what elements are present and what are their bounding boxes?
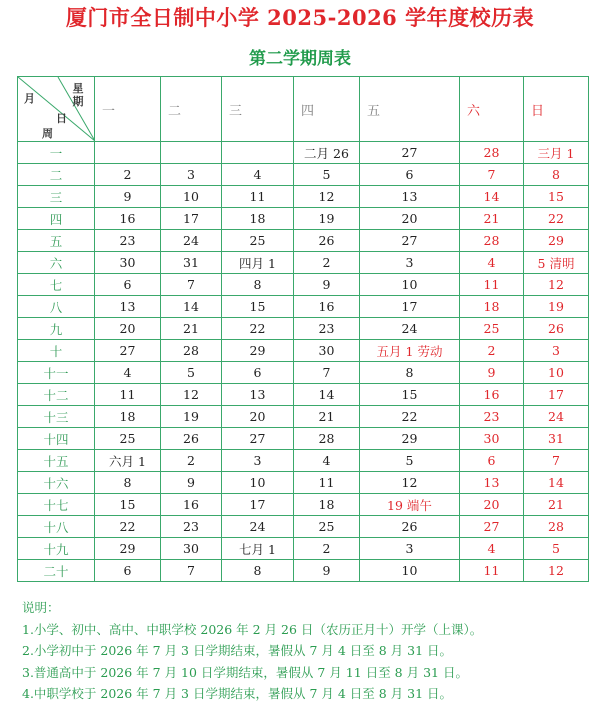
week-number-cell: 十七 — [18, 494, 95, 516]
week-number-cell: 二十 — [18, 560, 95, 582]
day-cell: 6 — [95, 560, 161, 582]
day-cell: 15 — [360, 384, 460, 406]
day-cell: 2 — [460, 340, 524, 362]
day-cell: 12 — [524, 274, 589, 296]
day-cell: 30 — [161, 538, 222, 560]
week-row — [18, 142, 589, 164]
day-cell: 7 — [294, 362, 360, 384]
week-number-cell: 十三 — [18, 406, 95, 428]
day-cell: 17 — [524, 384, 589, 406]
week-row — [18, 164, 589, 186]
day-cell: 27 — [460, 516, 524, 538]
day-cell: 11 — [95, 384, 161, 406]
day-cell: 28 — [460, 142, 524, 164]
day-cell: 22 — [524, 208, 589, 230]
day-cell: 25 — [294, 516, 360, 538]
day-cell: 28 — [460, 230, 524, 252]
day-header-thu: 四 — [294, 77, 360, 142]
week-row — [18, 362, 589, 384]
day-cell: 27 — [95, 340, 161, 362]
week-number-cell: 二 — [18, 164, 95, 186]
week-number-cell: 六 — [18, 252, 95, 274]
day-header-fri: 五 — [360, 77, 460, 142]
week-number-cell: 十 — [18, 340, 95, 362]
week-number-cell: 五 — [18, 230, 95, 252]
day-cell: 28 — [294, 428, 360, 450]
day-cell: 5 — [294, 164, 360, 186]
day-cell: 29 — [360, 428, 460, 450]
corner-month-label: 月 — [24, 92, 35, 105]
note-item: 4.中职学校于 2026 年 7 月 3 日学期结束，暑假从 7 月 4 日至 8 月 31 日。 — [22, 686, 453, 701]
week-row — [18, 318, 589, 340]
day-cell: 5 — [161, 362, 222, 384]
day-cell: 23 — [95, 230, 161, 252]
day-cell: 7 — [460, 164, 524, 186]
week-number-cell: 十五 — [18, 450, 95, 472]
day-cell: 6 — [95, 274, 161, 296]
day-cell: 28 — [524, 516, 589, 538]
page-title: 厦门市全日制中小学 2025-2026 学年度校历表 — [65, 5, 535, 30]
day-cell: 10 — [222, 472, 294, 494]
day-cell: 18 — [294, 494, 360, 516]
day-cell: 12 — [161, 384, 222, 406]
day-cell: 11 — [294, 472, 360, 494]
week-row — [18, 186, 589, 208]
day-cell: 9 — [294, 274, 360, 296]
day-cell: 8 — [95, 472, 161, 494]
day-cell: 29 — [222, 340, 294, 362]
day-cell: 四月 1 — [222, 252, 294, 274]
week-number-cell: 十四 — [18, 428, 95, 450]
week-number-cell: 四 — [18, 208, 95, 230]
day-cell: 21 — [294, 406, 360, 428]
day-cell: 15 — [222, 296, 294, 318]
day-cell: 28 — [161, 340, 222, 362]
day-cell: 20 — [460, 494, 524, 516]
notes-section — [22, 597, 482, 705]
day-cell: 26 — [161, 428, 222, 450]
day-cell: 16 — [161, 494, 222, 516]
day-cell: 14 — [524, 472, 589, 494]
day-cell: 27 — [360, 142, 460, 164]
day-cell: 8 — [360, 362, 460, 384]
day-header-wed: 三 — [222, 77, 294, 142]
day-cell: 六月 1 — [95, 450, 161, 472]
day-cell: 9 — [294, 560, 360, 582]
day-cell: 14 — [460, 186, 524, 208]
corner-day-label: 日 — [56, 112, 67, 125]
week-row — [18, 406, 589, 428]
day-cell: 26 — [524, 318, 589, 340]
day-cell: 24 — [524, 406, 589, 428]
day-cell: 13 — [360, 186, 460, 208]
day-cell: 七月 1 — [222, 538, 294, 560]
week-row — [18, 516, 589, 538]
week-row — [18, 230, 589, 252]
day-cell: 8 — [524, 164, 589, 186]
week-row — [18, 472, 589, 494]
day-cell: 7 — [161, 274, 222, 296]
day-cell: 5 清明 — [524, 252, 589, 274]
day-cell: 22 — [95, 516, 161, 538]
day-cell: 25 — [95, 428, 161, 450]
page-subtitle: 第二学期周表 — [249, 49, 351, 69]
day-cell: 14 — [161, 296, 222, 318]
header-row — [18, 77, 589, 142]
week-row — [18, 274, 589, 296]
notes-heading: 说明： — [22, 600, 60, 615]
day-cell: 12 — [294, 186, 360, 208]
day-cell: 3 — [161, 164, 222, 186]
day-cell: 31 — [524, 428, 589, 450]
calendar-body — [18, 142, 589, 582]
day-cell: 24 — [222, 516, 294, 538]
week-number-cell: 七 — [18, 274, 95, 296]
day-cell: 17 — [360, 296, 460, 318]
day-cell: 19 — [294, 208, 360, 230]
day-cell: 11 — [222, 186, 294, 208]
day-cell: 4 — [222, 164, 294, 186]
day-cell: 20 — [360, 208, 460, 230]
week-number-cell: 十六 — [18, 472, 95, 494]
day-cell: 10 — [524, 362, 589, 384]
week-row — [18, 296, 589, 318]
day-cell: 18 — [95, 406, 161, 428]
day-cell: 19 端午 — [360, 494, 460, 516]
day-cell: 4 — [460, 252, 524, 274]
corner-header-cell — [18, 77, 95, 142]
day-header-tue: 二 — [161, 77, 222, 142]
day-cell: 12 — [524, 560, 589, 582]
day-cell: 20 — [95, 318, 161, 340]
day-cell: 4 — [460, 538, 524, 560]
week-number-cell: 八 — [18, 296, 95, 318]
note-item: 3.普通高中于 2026 年 7 月 10 日学期结束，暑假从 7 月 11 日至 8 月 31 日。 — [22, 664, 468, 680]
day-cell: 9 — [95, 186, 161, 208]
day-cell: 11 — [460, 274, 524, 296]
day-cell: 3 — [222, 450, 294, 472]
week-row — [18, 340, 589, 362]
week-row — [18, 252, 589, 274]
day-cell: 30 — [95, 252, 161, 274]
week-number-cell: 十九 — [18, 538, 95, 560]
day-cell: 8 — [222, 274, 294, 296]
day-cell: 23 — [460, 406, 524, 428]
day-cell: 20 — [222, 406, 294, 428]
day-cell: 6 — [222, 362, 294, 384]
note-item: 2.小学初中于 2026 年 7 月 3 日学期结束，暑假从 7 月 4 日至 8 月 31 日。 — [22, 643, 453, 658]
day-cell: 16 — [294, 296, 360, 318]
day-header-sun: 日 — [524, 77, 589, 142]
day-cell: 19 — [161, 406, 222, 428]
week-number-cell: 三 — [18, 186, 95, 208]
day-cell: 25 — [460, 318, 524, 340]
day-cell: 五月 1 劳动 — [360, 340, 460, 362]
day-cell: 23 — [294, 318, 360, 340]
day-cell: 21 — [161, 318, 222, 340]
day-cell: 15 — [524, 186, 589, 208]
day-cell: 21 — [460, 208, 524, 230]
day-header-sat: 六 — [460, 77, 524, 142]
corner-week-label: 周 — [42, 127, 53, 140]
day-cell: 24 — [161, 230, 222, 252]
day-cell: 27 — [222, 428, 294, 450]
day-cell: 26 — [294, 230, 360, 252]
day-cell: 29 — [95, 538, 161, 560]
day-cell: 25 — [222, 230, 294, 252]
day-cell: 17 — [161, 208, 222, 230]
day-cell — [95, 142, 161, 164]
day-cell: 26 — [360, 516, 460, 538]
day-cell: 13 — [222, 384, 294, 406]
day-cell: 18 — [460, 296, 524, 318]
week-number-cell: 十一 — [18, 362, 95, 384]
day-cell: 4 — [95, 362, 161, 384]
week-number-cell: 一 — [18, 142, 95, 164]
day-cell: 4 — [294, 450, 360, 472]
day-cell: 17 — [222, 494, 294, 516]
week-row — [18, 494, 589, 516]
note-item: 1.小学、初中、高中、中职学校 2026 年 2 月 26 日（农历正月十）开学（上课）。 — [22, 621, 483, 637]
day-cell: 13 — [460, 472, 524, 494]
day-cell: 10 — [161, 186, 222, 208]
day-cell: 16 — [460, 384, 524, 406]
day-cell: 3 — [360, 538, 460, 560]
week-number-cell: 九 — [18, 318, 95, 340]
day-cell: 16 — [95, 208, 161, 230]
day-cell: 2 — [161, 450, 222, 472]
day-cell: 3 — [524, 340, 589, 362]
week-row — [18, 538, 589, 560]
day-cell: 11 — [460, 560, 524, 582]
day-cell: 15 — [95, 494, 161, 516]
day-cell: 8 — [222, 560, 294, 582]
day-cell: 14 — [294, 384, 360, 406]
day-cell: 3 — [360, 252, 460, 274]
week-row — [18, 208, 589, 230]
day-cell: 18 — [222, 208, 294, 230]
day-cell — [161, 142, 222, 164]
day-cell: 二月 26 — [294, 142, 360, 164]
day-cell: 2 — [95, 164, 161, 186]
day-cell: 22 — [222, 318, 294, 340]
day-cell: 13 — [95, 296, 161, 318]
day-cell: 30 — [294, 340, 360, 362]
day-cell: 7 — [161, 560, 222, 582]
day-cell: 24 — [360, 318, 460, 340]
day-cell: 23 — [161, 516, 222, 538]
day-cell: 10 — [360, 274, 460, 296]
day-cell: 6 — [460, 450, 524, 472]
day-cell: 21 — [524, 494, 589, 516]
week-row — [18, 384, 589, 406]
day-cell: 10 — [360, 560, 460, 582]
corner-weekday-label: 星期 — [72, 82, 84, 108]
day-cell: 19 — [524, 296, 589, 318]
day-cell: 27 — [360, 230, 460, 252]
day-cell: 29 — [524, 230, 589, 252]
day-cell: 9 — [161, 472, 222, 494]
day-header-mon: 一 — [95, 77, 161, 142]
day-cell: 7 — [524, 450, 589, 472]
week-number-cell: 十八 — [18, 516, 95, 538]
day-cell: 12 — [360, 472, 460, 494]
day-cell: 5 — [360, 450, 460, 472]
week-row — [18, 450, 589, 472]
day-cell: 2 — [294, 538, 360, 560]
day-cell — [222, 142, 294, 164]
day-cell: 31 — [161, 252, 222, 274]
day-cell: 2 — [294, 252, 360, 274]
day-cell: 6 — [360, 164, 460, 186]
calendar-table — [17, 76, 589, 582]
day-cell: 30 — [460, 428, 524, 450]
week-number-cell: 十二 — [18, 384, 95, 406]
day-cell: 9 — [460, 362, 524, 384]
day-cell: 5 — [524, 538, 589, 560]
day-cell: 22 — [360, 406, 460, 428]
week-row — [18, 428, 589, 450]
week-row — [18, 560, 589, 582]
day-cell: 三月 1 — [524, 142, 589, 164]
